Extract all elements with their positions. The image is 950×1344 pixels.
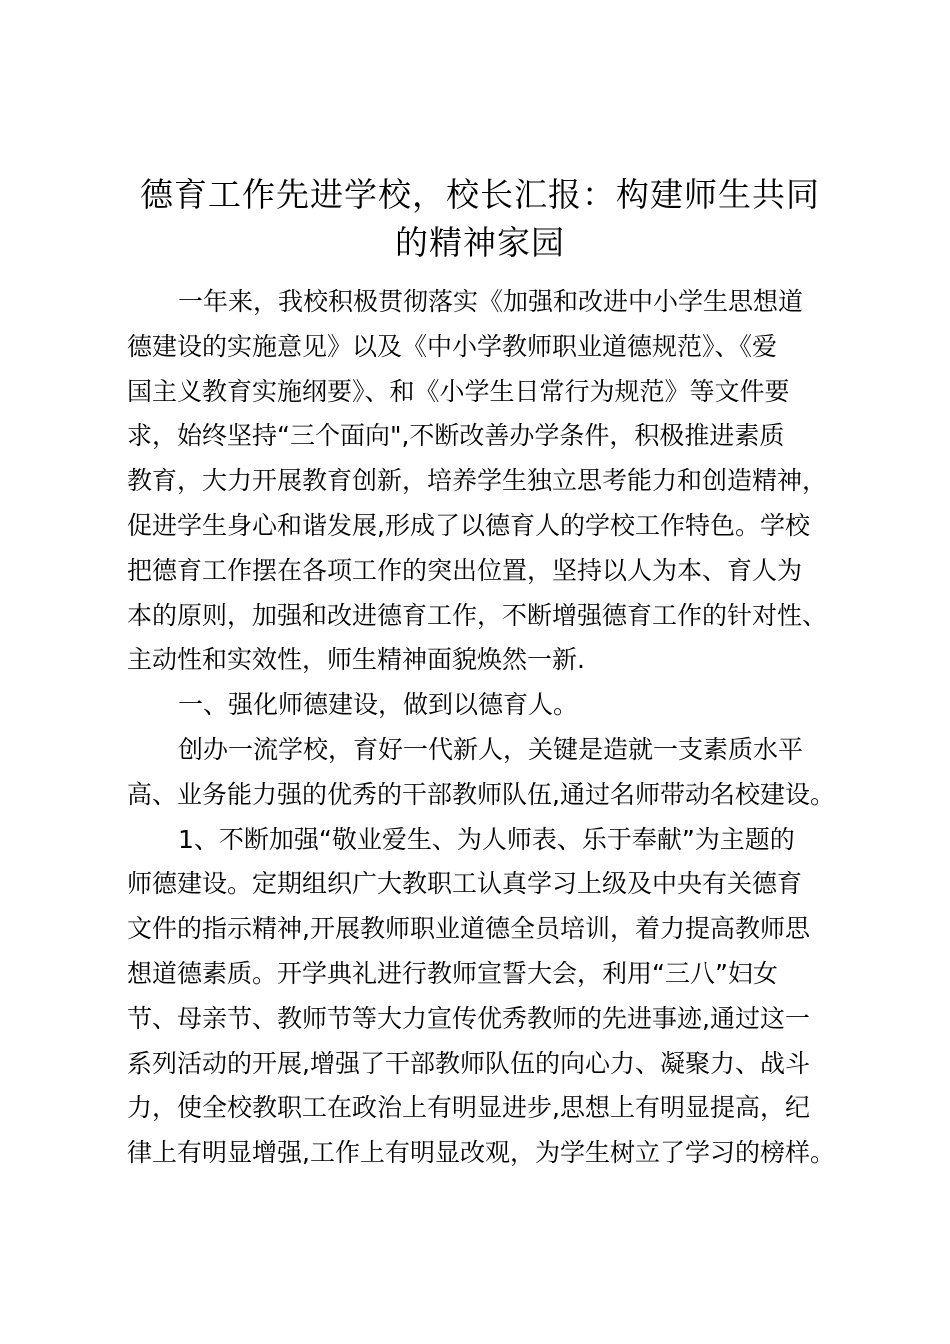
paragraph-line: 本的原则，加强和改进德育工作，不断增强德育工作的针对性、 <box>127 600 828 630</box>
paragraph-line: 主动性和实效性，师生精神面貌焕然一新. <box>127 645 585 675</box>
paragraph-line: 国主义教育实施纲要》、和《小学生日常行为规范》等文件要 <box>127 376 790 406</box>
paragraph-line: 求，始终坚持“三个面向",不断改善办学条件，积极推进素质 <box>127 421 785 451</box>
paragraph-line: 系列活动的开展,增强了干部教师队伍的向心力、凝聚力、战斗 <box>127 1048 810 1078</box>
paragraph-line: 节、母亲节、教师节等大力宣传优秀教师的先进事迹,通过这一 <box>127 1003 810 1033</box>
paragraph-line: 把德育工作摆在各项工作的突出位置，坚持以人为本、育人为 <box>127 555 803 585</box>
section-heading: 一、强化师德建设，做到以德育人。 <box>178 690 579 720</box>
paragraph-line: 师德建设。定期组织广大教职工认真学习上级及中央有关德育 <box>127 869 803 899</box>
paragraph-line: 德建设的实施意见》以及《中小学教师职业道德规范》、《爱 <box>127 331 778 361</box>
paragraph-line: 高、业务能力强的优秀的干部教师队伍,通过名师带动名校建设。 <box>127 779 835 809</box>
paragraph-line: 1、不断加强“敬业爱生、为人师表、乐于奉献”为主题的 <box>178 824 795 854</box>
paragraph-line: 教育，大力开展教育创新，培养学生独立思考能力和创造精神， <box>127 466 828 496</box>
document-title <box>100 171 860 267</box>
title-line-2: 的精神家园 <box>395 223 565 262</box>
title-line-1: 德育工作先进学校，校长汇报：构建师生共同 <box>140 175 820 214</box>
document-body <box>127 280 862 1176</box>
paragraph-line: 创办一流学校，育好一代新人，关键是造就一支素质水平 <box>178 734 804 764</box>
paragraph-line: 促进学生身心和谐发展,形成了以德育人的学校工作特色。学校 <box>127 510 810 540</box>
paragraph-line: 文件的指示精神,开展教师职业道德全员培训，着力提高教师思 <box>127 914 810 944</box>
paragraph-line: 一年来，我校积极贯彻落实《加强和改进中小学生思想道 <box>178 287 804 316</box>
paragraph-line: 想道德素质。开学典礼进行教师宣誓大会，利用“三八”妇女 <box>127 958 778 988</box>
paragraph-line: 力，使全校教职工在政治上有明显进步,思想上有明显提高，纪 <box>127 1093 810 1123</box>
paragraph-line: 律上有明显增强,工作上有明显改观，为学生树立了学习的榜样。 <box>127 1138 835 1168</box>
